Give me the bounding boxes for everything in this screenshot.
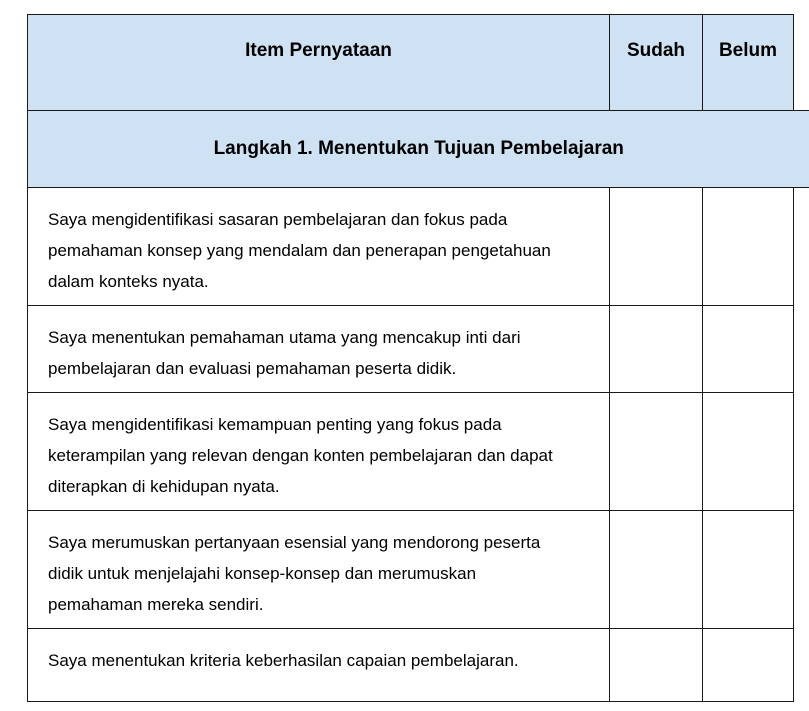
done-checkbox-cell[interactable]: [610, 188, 703, 306]
statement-line: Saya menentukan pemahaman utama yang mencakup inti dari: [48, 328, 521, 347]
done-checkbox-cell[interactable]: [610, 511, 703, 629]
table-row: [28, 511, 809, 629]
header-done: Sudah: [610, 15, 703, 111]
done-checkbox-cell[interactable]: [610, 306, 703, 393]
statement-line: diterapkan di kehidupan nyata.: [48, 477, 280, 496]
statement-line: pemahaman konsep yang mendalam dan penerapan pengetahuan: [48, 241, 551, 260]
checklist-table: [27, 14, 809, 702]
row-spacer: [794, 306, 809, 393]
statement-cell: [28, 393, 610, 511]
table-row: [28, 306, 809, 393]
statement-line: Saya menentukan kriteria keberhasilan capaian pembelajaran.: [48, 651, 519, 670]
statement-line: keterampilan yang relevan dengan konten pembelajaran dan dapat: [48, 446, 553, 465]
header-spacer: [794, 15, 809, 111]
statement-line: Saya mengidentifikasi sasaran pembelajaran dan fokus pada: [48, 210, 508, 229]
table-row: [28, 629, 809, 702]
not-done-checkbox-cell[interactable]: [703, 306, 794, 393]
step-row: [28, 111, 809, 188]
statement-cell: [28, 629, 610, 702]
table-row: [28, 188, 809, 306]
table-header-row: [28, 15, 809, 111]
statement-line: pemahaman mereka sendiri.: [48, 595, 264, 614]
not-done-checkbox-cell[interactable]: [703, 393, 794, 511]
not-done-checkbox-cell[interactable]: [703, 511, 794, 629]
statement-line: pembelajaran dan evaluasi pemahaman peserta didik.: [48, 359, 457, 378]
done-checkbox-cell[interactable]: [610, 629, 703, 702]
row-spacer: [794, 511, 809, 629]
statement-cell: [28, 306, 610, 393]
statement-cell: [28, 188, 610, 306]
statement-line: didik untuk menjelajahi konsep-konsep dan merumuskan: [48, 564, 477, 583]
row-spacer: [794, 393, 809, 511]
not-done-checkbox-cell[interactable]: [703, 188, 794, 306]
row-spacer: [794, 629, 809, 702]
header-not-done: Belum: [703, 15, 794, 111]
table-row: [28, 393, 809, 511]
done-checkbox-cell[interactable]: [610, 393, 703, 511]
header-item-statement: Item Pernyataan: [28, 15, 610, 111]
statement-line: Saya merumuskan pertanyaan esensial yang mendorong peserta: [48, 533, 541, 552]
statement-cell: [28, 511, 610, 629]
row-spacer: [794, 188, 809, 306]
statement-line: Saya mengidentifikasi kemampuan penting yang fokus pada: [48, 415, 502, 434]
not-done-checkbox-cell[interactable]: [703, 629, 794, 702]
statement-line: dalam konteks nyata.: [48, 272, 209, 291]
step-title: Langkah 1. Menentukan Tujuan Pembelajaran: [28, 111, 809, 188]
